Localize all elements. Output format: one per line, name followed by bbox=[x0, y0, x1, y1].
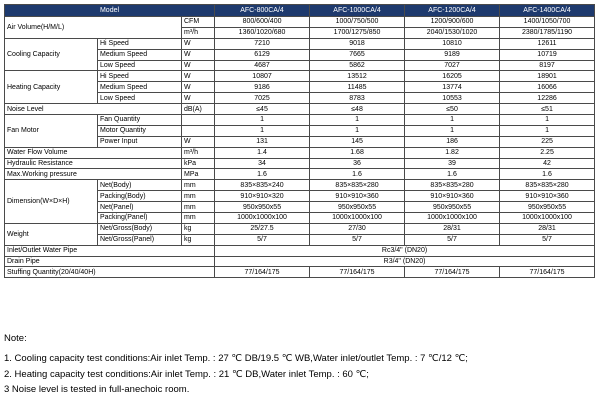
value-cell: 186 bbox=[405, 136, 500, 147]
value-cell: 225 bbox=[500, 136, 595, 147]
unit-cell: W bbox=[182, 49, 215, 60]
note-line: 3 Noise level is tested in full-anechoic room. bbox=[4, 383, 190, 395]
value-cell: 1000x1000x100 bbox=[500, 213, 595, 224]
sub-label: Hi Speed bbox=[98, 71, 182, 82]
sub-label: Motor Quantity bbox=[98, 125, 182, 136]
unit-cell: CFM bbox=[182, 17, 215, 28]
sub-label: Net(Panel) bbox=[98, 202, 182, 213]
value-cell: 131 bbox=[215, 136, 310, 147]
unit-cell: W bbox=[182, 71, 215, 82]
value-cell: 6129 bbox=[215, 49, 310, 60]
value-cell: 28/31 bbox=[500, 223, 595, 234]
value-cell: 5/7 bbox=[215, 234, 310, 245]
sub-label: Fan Quantity bbox=[98, 115, 182, 126]
table-row bbox=[5, 245, 595, 256]
table-row bbox=[5, 115, 595, 126]
value-cell: 36 bbox=[310, 158, 405, 169]
value-cell: 1.6 bbox=[500, 169, 595, 180]
value-cell: 910×910×360 bbox=[310, 191, 405, 202]
row-label: Max.Working pressure bbox=[5, 169, 182, 180]
value-cell: 835×835×280 bbox=[310, 180, 405, 191]
value-cell: 13774 bbox=[405, 82, 500, 93]
value-cell: 16205 bbox=[405, 71, 500, 82]
value-cell: 10810 bbox=[405, 38, 500, 49]
value-cell: 10719 bbox=[500, 49, 595, 60]
sub-label: Net/Gross(Panel) bbox=[98, 234, 182, 245]
row-label: Fan Motor bbox=[5, 115, 98, 148]
value-cell: 5/7 bbox=[405, 234, 500, 245]
value-cell: 25/27.5 bbox=[215, 223, 310, 234]
value-cell: 42 bbox=[500, 158, 595, 169]
value-cell: 1000x1000x100 bbox=[405, 213, 500, 224]
unit-cell: kPa bbox=[182, 158, 215, 169]
value-cell: 34 bbox=[215, 158, 310, 169]
value-cell: 1 bbox=[500, 125, 595, 136]
value-cell: 11485 bbox=[310, 82, 405, 93]
value-cell: ≤51 bbox=[500, 104, 595, 115]
note-line: 1. Cooling capacity test conditions:Air inlet Temp. : 27 ℃ DB/19.5 ℃ WB,Water inlet/outlet Temp. : 7 ℃/12 ℃; bbox=[4, 353, 468, 365]
value-cell: 1 bbox=[215, 125, 310, 136]
table-row bbox=[5, 223, 595, 234]
table-row bbox=[5, 158, 595, 169]
value-cell: 910×910×360 bbox=[405, 191, 500, 202]
value-cell: 27/30 bbox=[310, 223, 405, 234]
unit-cell: W bbox=[182, 93, 215, 104]
unit-cell bbox=[182, 115, 215, 126]
value-cell: 1000/750/500 bbox=[310, 17, 405, 28]
value-cell: 1700/1275/850 bbox=[310, 27, 405, 38]
value-cell: 16066 bbox=[500, 82, 595, 93]
value-cell: 910×910×320 bbox=[215, 191, 310, 202]
value-cell: 1 bbox=[310, 125, 405, 136]
sub-label: Low Speed bbox=[98, 60, 182, 71]
table-row bbox=[5, 104, 595, 115]
value-cell: 835×835×240 bbox=[215, 180, 310, 191]
row-label: Hydraulic Resistance bbox=[5, 158, 182, 169]
value-cell: 7665 bbox=[310, 49, 405, 60]
table-row bbox=[5, 38, 595, 49]
value-cell: 1 bbox=[405, 125, 500, 136]
unit-cell: mm bbox=[182, 180, 215, 191]
header-model-name: AFC-800CA/4 bbox=[215, 5, 310, 17]
value-cell: 1 bbox=[405, 115, 500, 126]
value-cell: 77/164/175 bbox=[215, 267, 310, 278]
value-cell: 9018 bbox=[310, 38, 405, 49]
value-cell: R3/4" (DN20) bbox=[215, 256, 595, 267]
row-label: Drain Pipe bbox=[5, 256, 215, 267]
table-row bbox=[5, 147, 595, 158]
sub-label: Medium Speed bbox=[98, 82, 182, 93]
value-cell: ≤50 bbox=[405, 104, 500, 115]
sub-label: Low Speed bbox=[98, 93, 182, 104]
unit-cell: m³/h bbox=[182, 147, 215, 158]
value-cell: 10807 bbox=[215, 71, 310, 82]
unit-cell: mm bbox=[182, 191, 215, 202]
table-row bbox=[5, 180, 595, 191]
header-model-name: AFC-1400CA/4 bbox=[500, 5, 595, 17]
value-cell: 2040/1530/1020 bbox=[405, 27, 500, 38]
value-cell: 10553 bbox=[405, 93, 500, 104]
unit-cell: kg bbox=[182, 234, 215, 245]
table-row bbox=[5, 17, 595, 28]
value-cell: ≤45 bbox=[215, 104, 310, 115]
header-model-label: Model bbox=[5, 5, 215, 17]
sub-label: Power Input bbox=[98, 136, 182, 147]
value-cell: 835×835×280 bbox=[500, 180, 595, 191]
unit-cell: MPa bbox=[182, 169, 215, 180]
unit-cell: W bbox=[182, 82, 215, 93]
row-label: Dimension(W×D×H) bbox=[5, 180, 98, 224]
row-label: Weight bbox=[5, 223, 98, 245]
note-line: 2. Heating capacity test conditions:Air inlet Temp. : 21 ℃ DB,Water inlet Temp. : 60 ℃; bbox=[4, 368, 369, 380]
sub-label: Net/Gross(Body) bbox=[98, 223, 182, 234]
unit-cell bbox=[182, 125, 215, 136]
value-cell: Rc3/4" (DN20) bbox=[215, 245, 595, 256]
value-cell: 1.82 bbox=[405, 147, 500, 158]
value-cell: 5/7 bbox=[310, 234, 405, 245]
value-cell: 1.4 bbox=[215, 147, 310, 158]
value-cell: 4687 bbox=[215, 60, 310, 71]
row-label: Cooling Capacity bbox=[5, 38, 98, 71]
value-cell: 1 bbox=[500, 115, 595, 126]
value-cell: 9189 bbox=[405, 49, 500, 60]
value-cell: 8197 bbox=[500, 60, 595, 71]
value-cell: 5/7 bbox=[500, 234, 595, 245]
value-cell: 1.6 bbox=[215, 169, 310, 180]
value-cell: 145 bbox=[310, 136, 405, 147]
value-cell: 9186 bbox=[215, 82, 310, 93]
sub-label: Net(Body) bbox=[98, 180, 182, 191]
spec-table bbox=[4, 4, 595, 278]
value-cell: 1400/1050/700 bbox=[500, 17, 595, 28]
row-label: Air Volume(H/M/L) bbox=[5, 17, 182, 39]
row-label: Water Flow Volume bbox=[5, 147, 182, 158]
header-model-name: AFC-1000CA/4 bbox=[310, 5, 405, 17]
unit-cell: W bbox=[182, 60, 215, 71]
unit-cell: m³/h bbox=[182, 27, 215, 38]
value-cell: 1000x1000x100 bbox=[310, 213, 405, 224]
row-label: Stuffing Quantity(20/40/40H) bbox=[5, 267, 215, 278]
table-row bbox=[5, 71, 595, 82]
value-cell: 950x950x55 bbox=[500, 202, 595, 213]
row-label: Inlet/Outlet Water Pipe bbox=[5, 245, 215, 256]
value-cell: 835×835×280 bbox=[405, 180, 500, 191]
notes-section bbox=[4, 332, 594, 398]
value-cell: 950x950x55 bbox=[405, 202, 500, 213]
table-row bbox=[5, 169, 595, 180]
table-row bbox=[5, 256, 595, 267]
value-cell: 1200/900/600 bbox=[405, 17, 500, 28]
value-cell: 7025 bbox=[215, 93, 310, 104]
value-cell: 77/164/175 bbox=[310, 267, 405, 278]
value-cell: 1 bbox=[215, 115, 310, 126]
sub-label: Medium Speed bbox=[98, 49, 182, 60]
unit-cell: dB(A) bbox=[182, 104, 215, 115]
table-header-row bbox=[5, 5, 595, 17]
row-label: Heating Capacity bbox=[5, 71, 98, 104]
value-cell: 950x950x55 bbox=[310, 202, 405, 213]
value-cell: 2380/1785/1190 bbox=[500, 27, 595, 38]
value-cell: 77/164/175 bbox=[500, 267, 595, 278]
row-label: Noise Level bbox=[5, 104, 182, 115]
value-cell: 12611 bbox=[500, 38, 595, 49]
value-cell: 7210 bbox=[215, 38, 310, 49]
header-model-name: AFC-1200CA/4 bbox=[405, 5, 500, 17]
value-cell: 1.68 bbox=[310, 147, 405, 158]
value-cell: 1000x1000x100 bbox=[215, 213, 310, 224]
unit-cell: mm bbox=[182, 213, 215, 224]
value-cell: 1.6 bbox=[405, 169, 500, 180]
unit-cell: W bbox=[182, 136, 215, 147]
value-cell: 13512 bbox=[310, 71, 405, 82]
value-cell: 28/31 bbox=[405, 223, 500, 234]
value-cell: 910×910×360 bbox=[500, 191, 595, 202]
unit-cell: W bbox=[182, 38, 215, 49]
unit-cell: kg bbox=[182, 223, 215, 234]
value-cell: 5862 bbox=[310, 60, 405, 71]
value-cell: 39 bbox=[405, 158, 500, 169]
value-cell: 2.25 bbox=[500, 147, 595, 158]
value-cell: 7027 bbox=[405, 60, 500, 71]
value-cell: 1 bbox=[310, 115, 405, 126]
value-cell: 1360/1020/680 bbox=[215, 27, 310, 38]
value-cell: ≤48 bbox=[310, 104, 405, 115]
value-cell: 800/600/400 bbox=[215, 17, 310, 28]
value-cell: 8783 bbox=[310, 93, 405, 104]
sub-label: Packing(Body) bbox=[98, 191, 182, 202]
table-row bbox=[5, 267, 595, 278]
value-cell: 77/164/175 bbox=[405, 267, 500, 278]
value-cell: 12286 bbox=[500, 93, 595, 104]
sub-label: Packing(Panel) bbox=[98, 213, 182, 224]
unit-cell: mm bbox=[182, 202, 215, 213]
value-cell: 18901 bbox=[500, 71, 595, 82]
sub-label: Hi Speed bbox=[98, 38, 182, 49]
value-cell: 950x950x55 bbox=[215, 202, 310, 213]
value-cell: 1.6 bbox=[310, 169, 405, 180]
notes-title: Note: bbox=[4, 333, 27, 344]
